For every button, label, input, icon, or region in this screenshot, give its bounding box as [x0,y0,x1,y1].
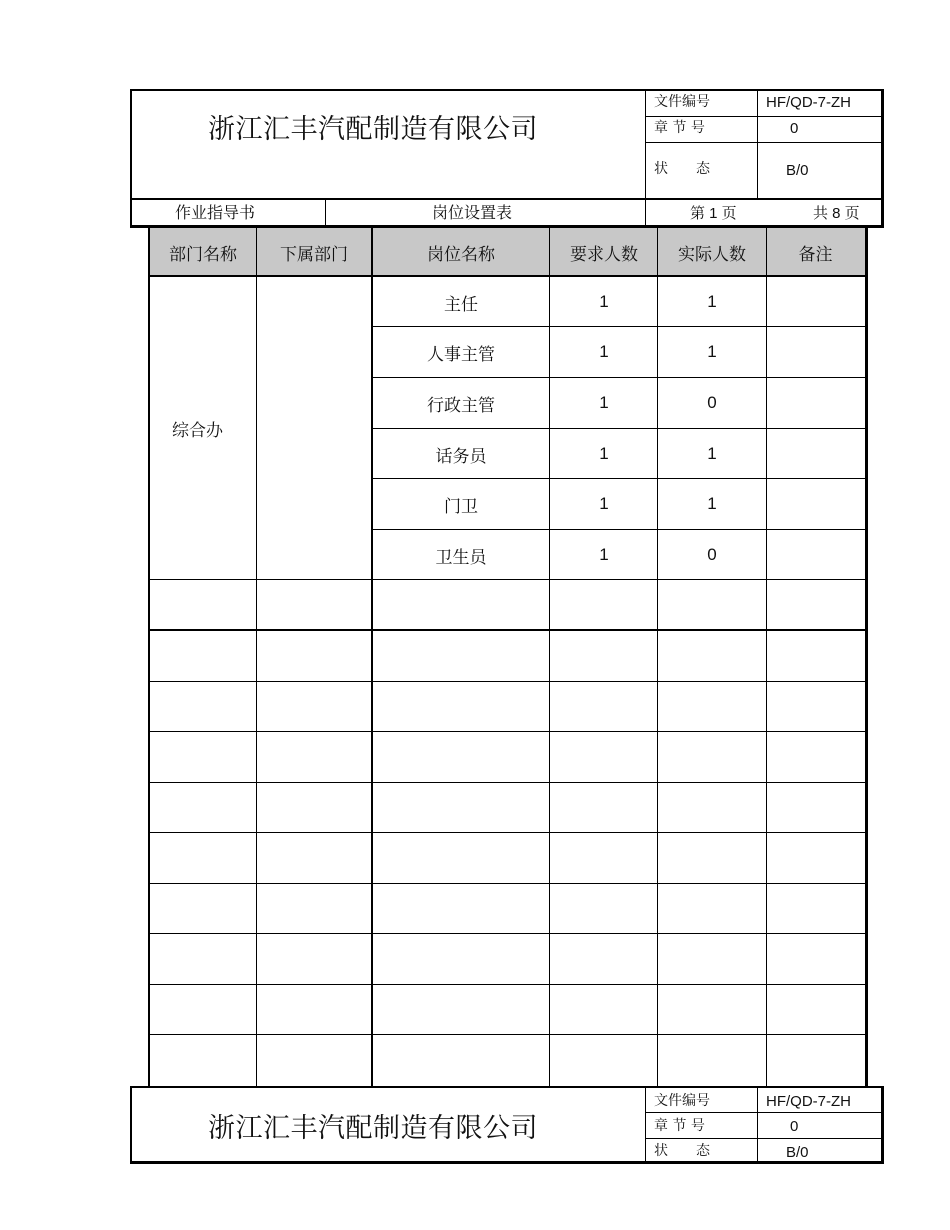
col-header-required: 要求人数 [550,228,658,276]
position-name: 卫生员 [435,547,487,568]
info-row-line [645,116,883,117]
actual-count: 1 [707,292,717,311]
actual-count: 0 [707,393,717,412]
footer-status-value: B/0 [786,1144,809,1161]
doc-no-value: HF/QD-7-ZH [766,94,851,111]
row-line [148,933,868,934]
col-line [766,228,767,1088]
col-line [256,228,257,1088]
section-value: 0 [790,120,799,137]
row-line [148,731,868,732]
section-label: 章 节 号 [654,120,705,136]
col-header-department: 部门名称 [150,228,256,276]
col-header-subdepartment: 下属部门 [256,228,372,276]
company-name: 浙江汇丰汽配制造有限公司 [208,114,538,145]
required-count: 1 [599,545,609,564]
info-label-divider [757,89,758,199]
header-divider [130,198,884,200]
row-line [148,984,868,985]
actual-count: 1 [707,444,717,463]
footer-row-line [645,1112,883,1113]
row-line-bold [148,629,868,631]
required-count: 1 [599,494,609,513]
row-line [148,832,868,833]
col-header-remarks: 备注 [766,228,865,276]
info-row-line [645,142,883,143]
position-name: 行政主管 [427,395,495,416]
footer-section-value: 0 [790,1118,799,1135]
footer-label-divider [757,1086,758,1164]
doc-no-label: 文件编号 [654,94,710,110]
col-header-actual: 实际人数 [658,228,766,276]
row-line [148,883,868,884]
row-line [148,782,868,783]
footer-section-label: 章 节 号 [654,1118,705,1134]
footer-info-divider [645,1086,646,1164]
actual-count: 0 [707,545,717,564]
actual-count: 1 [707,342,717,361]
footer-row-line [645,1138,883,1139]
page-total: 共 8 页 [813,205,860,222]
actual-count: 1 [707,494,717,513]
status-label: 状 态 [654,161,710,177]
position-name: 话务员 [435,446,487,467]
doctype-divider [325,199,326,228]
row-line [148,1034,868,1035]
footer-doc-no-value: HF/QD-7-ZH [766,1093,851,1110]
doc-type: 作业指导书 [175,203,256,222]
page-current: 第 1 页 [690,205,737,222]
department-name: 综合办 [172,420,223,441]
col-header-position: 岗位名称 [372,228,550,276]
doc-title: 岗位设置表 [432,203,513,222]
required-count: 1 [599,292,609,311]
footer-company-name: 浙江汇丰汽配制造有限公司 [208,1113,538,1144]
info-box-divider [645,89,646,228]
status-value: B/0 [786,162,809,179]
required-count: 1 [599,342,609,361]
row-line [148,681,868,682]
required-count: 1 [599,393,609,412]
position-name: 人事主管 [427,344,495,365]
position-name: 主任 [444,294,478,315]
footer-doc-no-label: 文件编号 [654,1093,710,1109]
footer-status-label: 状 态 [654,1143,710,1159]
position-name: 门卫 [444,496,478,517]
required-count: 1 [599,444,609,463]
